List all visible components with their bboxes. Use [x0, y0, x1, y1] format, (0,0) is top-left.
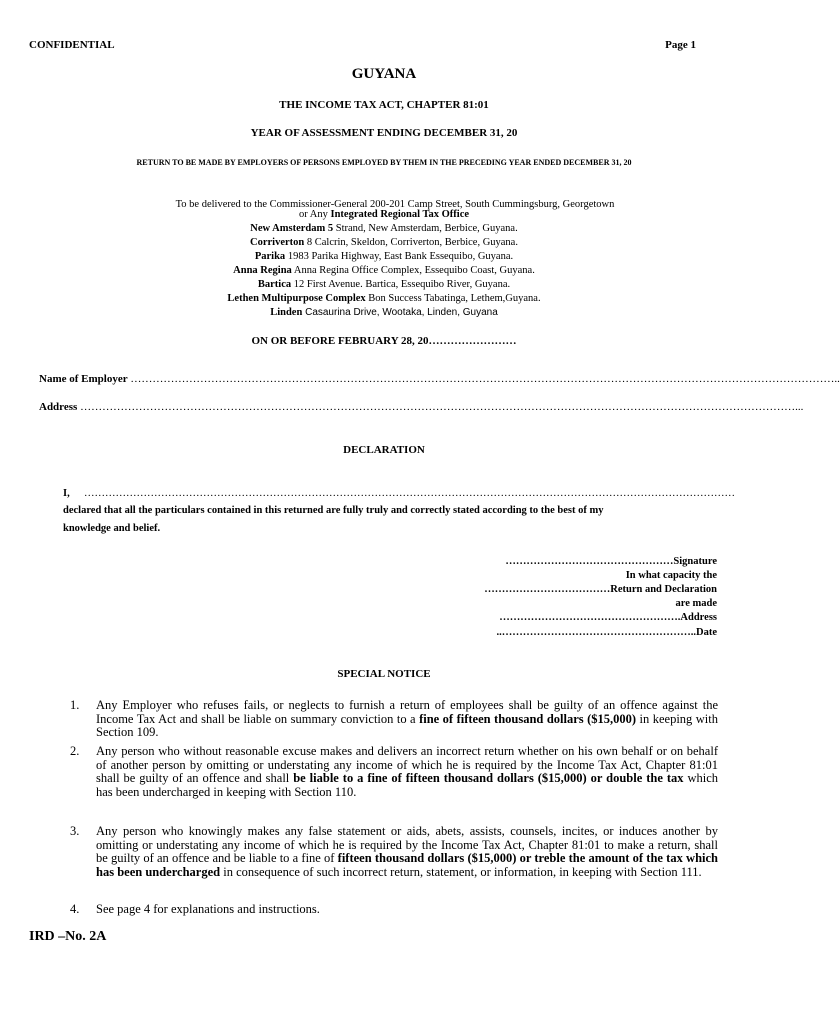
delivery-line-1: To be delivered to the Commissioner-General 200-201 Camp Street, South Cummingsburg, Georgetown	[175, 199, 615, 210]
declaration-heading: DECLARATION	[343, 444, 425, 456]
employer-name-label: Name of Employer	[39, 373, 128, 385]
return-instruction: RETURN TO BE MADE BY EMPLOYERS OF PERSONS EMPLOYED BY THEM IN THE PRECEDING YEAR ENDED DECEMBER 31, 20	[136, 158, 632, 167]
office-linden: Linden Casaurina Drive, Wootaka, Linden, Guyana	[270, 307, 498, 318]
are-made-label: are made	[675, 598, 717, 609]
declaration-text-1: declared that all the particulars contained in this returned are fully truly and correctly stated according to the best of my	[63, 505, 604, 516]
year-of-assessment: YEAR OF ASSESSMENT ENDING DECEMBER 31, 20	[250, 127, 518, 139]
office-new-amsterdam: New Amsterdam 5 Strand, New Amsterdam, Berbice, Guyana.	[250, 223, 518, 234]
office-anna-regina: Anna Regina Anna Regina Office Complex, Essequibo Coast, Guyana.	[233, 265, 535, 276]
declarant-label: I,	[63, 488, 70, 499]
act-title: THE INCOME TAX ACT, CHAPTER 81:01	[279, 99, 489, 111]
notice-item-4: 4. See page 4 for explanations and instructions.	[70, 902, 320, 916]
office-lethem: Lethen Multipurpose Complex Bon Success Tabatinga, Lethem,Guyana.	[227, 293, 541, 304]
page-number: Page 1	[665, 39, 696, 51]
declarant-name-field[interactable]: ……………………………………………………………………………………………………………………………………………………………………	[84, 488, 735, 499]
signature-line[interactable]: …………………………………………Signature	[505, 556, 717, 567]
declaration-text-2: knowledge and belief.	[63, 523, 161, 534]
date-line[interactable]: ..………………………………………………..Date	[496, 627, 717, 638]
notice-item-2: 2. Any person who without reasonable excuse makes and delivers an incorrect return whether on his own behalf or on behalf of another person by omitting or understating any income of which he is required by the Income Tax Act, Chapter 81:01 shall be guilty of an offence and shall be liable to a fine of fifteen thousand dollars ($15,000) or double the tax which has been undercharged in keeping with Section 110.	[70, 744, 718, 799]
capacity-label: In what capacity the	[625, 570, 717, 581]
confidential-label: CONFIDENTIAL	[29, 39, 115, 51]
signatory-address-line[interactable]: …………………………………………….Address	[499, 612, 717, 623]
address-label: Address	[39, 401, 78, 413]
notice-item-1: 1. Any Employer who refuses fails, or neglects to furnish a return of employees shall be guilty of an offence against the Income Tax Act and shall be liable on summary conviction to a fine of fifteen thousand dollars ($15,000) in keeping with Section 109.	[70, 698, 718, 740]
country-title: GUYANA	[351, 66, 417, 82]
form-number: IRD –No. 2A	[29, 929, 107, 944]
employer-name-field[interactable]: Name of Employer …………………………………………………………………………………………………………………………………………………………………………..	[39, 373, 840, 385]
notice-item-3: 3. Any person who knowingly makes any false statement or aids, abets, assists, counsels, incites, or induces another by omitting or understating any income of which he is required by the Income Tax Act, Chapter 81:01 to make a return, shall be guilty of an offence and be liable to a fine of fifteen thousand dollars ($15,000) or treble the amount of the tax which has been undercharged in consequence of such incorrect return, statement, or information, in keeping with Section 111.	[70, 824, 718, 879]
delivery-line-2: or Any Integrated Regional Tax Office	[298, 209, 470, 220]
special-notice-heading: SPECIAL NOTICE	[337, 668, 431, 680]
office-parika: Parika 1983 Parika Highway, East Bank Essequibo, Guyana.	[254, 251, 514, 262]
office-corriverton: Corriverton 8 Calcrin, Skeldon, Corriverton, Berbice, Guyana.	[250, 237, 518, 248]
deadline: ON OR BEFORE FEBRUARY 28, 20……………………	[251, 335, 517, 347]
office-bartica: Bartica 12 First Avenue. Bartica, Essequibo River, Guyana.	[257, 279, 511, 290]
return-declaration-line[interactable]: ………………………………Return and Declaration	[484, 584, 717, 595]
employer-address-field[interactable]: Address ……………………………………………………………………………………………………………………………………………………………………………...	[39, 401, 804, 413]
